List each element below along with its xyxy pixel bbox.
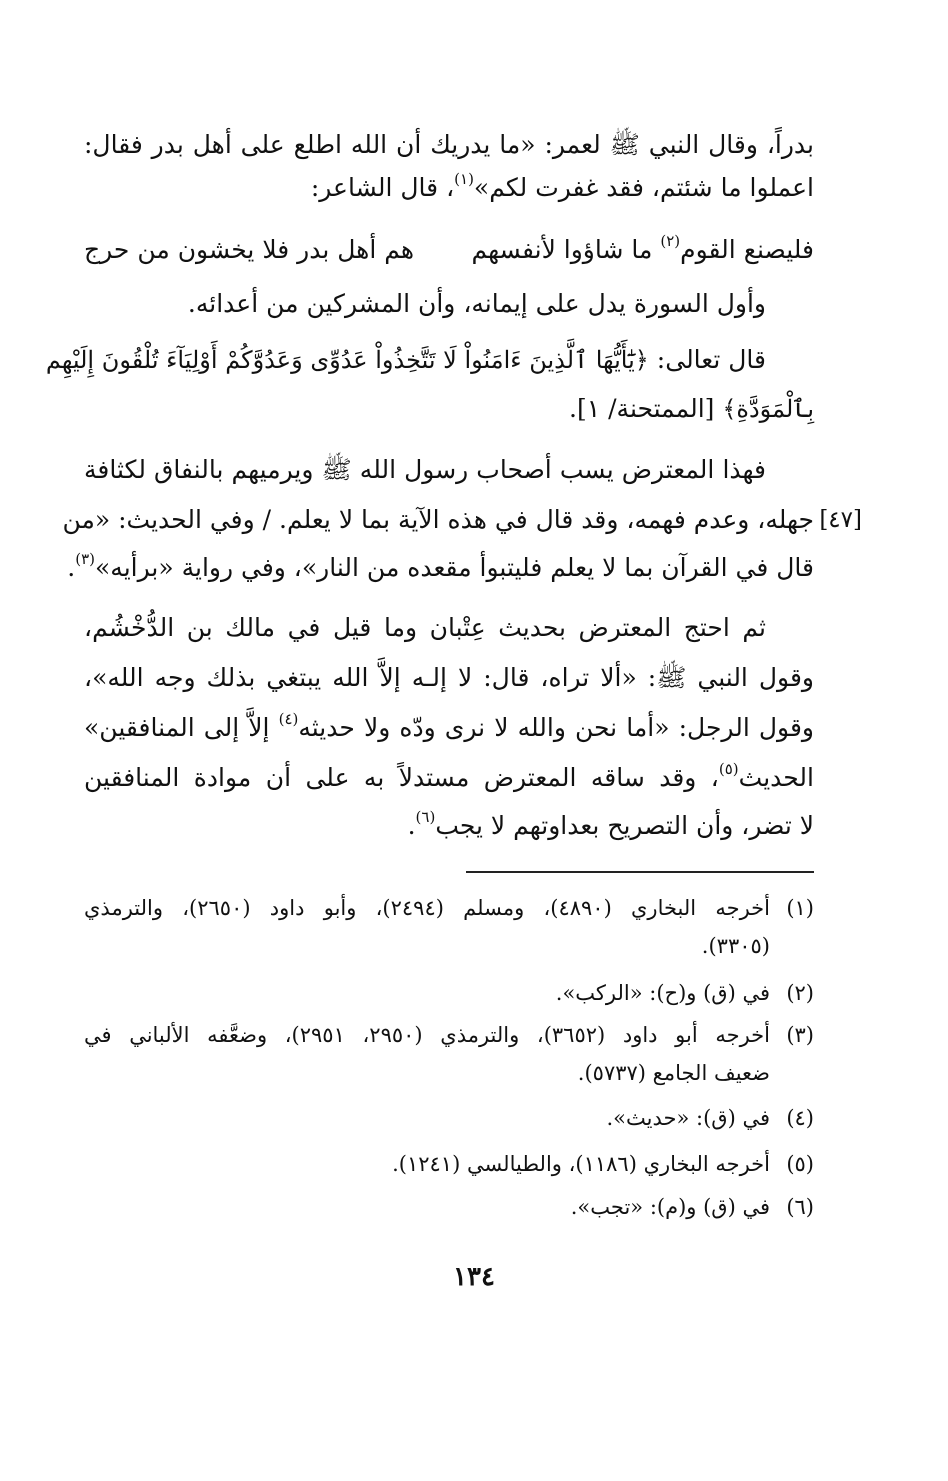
footnote-text: في (ق) و(م): «تجب». <box>570 1195 770 1219</box>
body-line-5 <box>45 340 766 380</box>
quran-verse: ﴿يَٰٓأَيُّهَا ٱلَّذِينَ ءَامَنُواْ لَا تَتَّخِذُواْ عَدُوِّى وَعَدُوَّكُمْ أَوْلِيَآءَ تُلْقُونَ إِلَيْهِم <box>45 346 649 374</box>
body-text: فهذا المعترض يسب أصحاب رسول الله ﷺ ويرميهم بالنفاق لكثافة <box>84 455 766 484</box>
verse-text: ما شاؤوا لأنفسهم <box>471 235 661 264</box>
footnote-text: أخرجه البخاري (١١٨٦)، والطيالسي (١٢٤١). <box>392 1152 770 1176</box>
body-text: وأول السورة يدل على إيمانه، وأن المشركين من أعدائه. <box>187 289 766 318</box>
verse-text: فليصنع القوم <box>680 235 814 264</box>
body-line-2 <box>84 168 814 208</box>
footnote-number: (٤) <box>786 1106 814 1130</box>
footnote-ref[interactable]: (٥) <box>718 759 739 778</box>
body-text: . <box>67 553 76 582</box>
verse-first-hemistich <box>472 230 814 270</box>
body-text: بدراً، وقال النبي ﷺ لعمر: «ما يدريك أن الله اطلع على أهل بدر فقال: <box>84 130 814 159</box>
body-text: ، وقد ساقه المعترض مستدلاً به على أن موادة المنافقين <box>84 763 719 792</box>
body-line-1 <box>84 125 814 165</box>
surah-reference: [الممتحنة/ ١]. <box>569 394 723 423</box>
quran-verse: بِٱلْمَوَدَّةِ﴾ <box>722 395 814 423</box>
body-text: لا تضر، وأن التصريح بعداوتهم لا يجب <box>435 811 814 840</box>
footnote-ref[interactable]: (٦) <box>415 807 436 826</box>
footnote-text: (٣٣٠٥). <box>701 934 770 958</box>
footnote-text: في (ق): «حديث». <box>606 1106 770 1130</box>
footnote-text: في (ق) و(ح): «الركب». <box>555 981 770 1005</box>
body-text: وقول الرجل: «أما نحن والله لا نرى ودّه ولا حديثه <box>298 713 814 742</box>
footnote-number: (٢) <box>786 981 814 1005</box>
body-text: ، قال الشاعر: <box>310 173 455 202</box>
body-text: إلاَّ إلى المنافقين» <box>84 713 279 742</box>
verse-second-hemistich: هم أهل بدر فلا يخشون من حرج <box>84 235 415 264</box>
footnote-number: (٣) <box>786 1023 814 1047</box>
body-text: ثم احتج المعترض بحديث عِتْبان وما قيل في مالك بن الدُّخْشُم، <box>84 613 766 642</box>
footnote-ref[interactable]: (٤) <box>278 709 299 728</box>
footnote-separator <box>466 871 814 873</box>
body-line-11 <box>84 658 814 698</box>
body-text: جهله، وعدم فهمه، وقد قال في هذه الآية بما لا يعلم. / وفي الحديث: «من <box>62 505 814 534</box>
footnote-text: أخرجه أبو داود (٣٦٥٢)، والترمذي (٢٩٥٠، ٢٩٥١)، وضعَّفه الألباني في <box>84 1023 770 1047</box>
body-line-6 <box>84 389 814 429</box>
footnote-ref[interactable]: (١) <box>454 169 474 188</box>
body-line-12 <box>84 708 814 748</box>
body-line-14 <box>84 806 814 846</box>
footnote-ref[interactable]: (٣) <box>75 549 95 568</box>
body-line-9 <box>67 548 814 588</box>
body-line-13 <box>84 758 814 798</box>
footnote-text: ضعيف الجامع (٥٧٣٧). <box>577 1061 770 1085</box>
body-text: قال في القرآن بما لا يعلم فليتبوأ مقعده من النار»، وفي رواية «برأيه» <box>95 553 814 582</box>
manuscript-folio-marker: [٤٧] <box>819 507 862 533</box>
body-text: . <box>407 811 416 840</box>
body-line-4 <box>84 284 766 324</box>
body-text: قال تعالى: <box>648 345 766 374</box>
footnote-number: (١) <box>786 896 814 920</box>
footnote-number: (٥) <box>786 1152 814 1176</box>
body-text: وقول النبي ﷺ: «ألا تراه، قال: لا إلـه إلاَّ الله يبتغي بذلك وجه الله»، <box>84 663 814 692</box>
page-number: ١٣٤ <box>453 1262 495 1292</box>
body-text: الحديث <box>738 763 814 792</box>
footnote-text: أخرجه البخاري (٤٨٩٠)، ومسلم (٢٤٩٤)، وأبو داود (٢٦٥٠)، والترمذي <box>84 896 770 920</box>
body-line-10 <box>84 608 766 648</box>
footnote-number: (٦) <box>786 1195 814 1219</box>
body-text: اعملوا ما شئتم، فقد غفرت لكم» <box>473 173 814 202</box>
body-line-8 <box>62 500 814 540</box>
body-line-7 <box>84 450 766 490</box>
footnote-ref[interactable]: (٢) <box>660 231 681 250</box>
